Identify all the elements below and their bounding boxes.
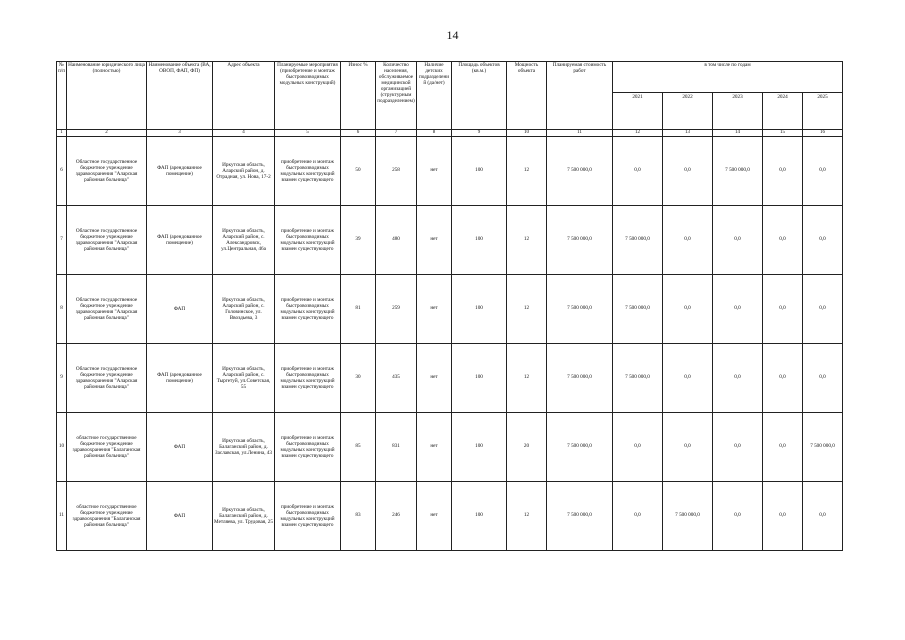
row-year-2025: 7 500 000,0 xyxy=(803,413,843,482)
row-num: 8 xyxy=(57,275,67,344)
row-address: Иркутская область, Балаганский район, д. Метляева, ул. Трудовая, 25 xyxy=(213,482,275,551)
row-children: нет xyxy=(417,137,452,206)
row-year-2022: 0,0 xyxy=(663,413,713,482)
row-cost: 7 500 000,0 xyxy=(547,413,613,482)
column-number: 10 xyxy=(507,130,547,137)
row-year-2024: 0,0 xyxy=(763,413,803,482)
row-cost: 7 500 000,0 xyxy=(547,206,613,275)
row-area: 100 xyxy=(452,344,507,413)
row-children: нет xyxy=(417,413,452,482)
header-address: Адрес объекта xyxy=(213,62,275,130)
header-year-2025: 2025 xyxy=(803,93,843,130)
header-year-2023: 2023 xyxy=(713,93,763,130)
row-object: ФАП (арендованное помещение) xyxy=(147,137,213,206)
row-measures: приобретение и монтаж быстровозводимых модульных конструкций взамен существующего xyxy=(275,137,341,206)
header-object-name: Наименование объекта (ВА, ОВОП, ФАП, ФП) xyxy=(147,62,213,130)
column-number: 5 xyxy=(275,130,341,137)
table-row xyxy=(57,206,843,275)
row-entity: областное государственное бюджетное учреждение здравоохранения "Балаганская районная больница" xyxy=(67,482,147,551)
column-number-row xyxy=(57,130,843,137)
row-population: 831 xyxy=(376,413,417,482)
table-row xyxy=(57,275,843,344)
row-year-2022: 0,0 xyxy=(663,206,713,275)
row-year-2025: 0,0 xyxy=(803,482,843,551)
header-by-years: в том числе по годам xyxy=(613,62,843,93)
row-object: ФАП (арендованное помещение) xyxy=(147,206,213,275)
row-population: 258 xyxy=(376,137,417,206)
row-address: Иркутская область, Аларский район, д. Отрадная, ул. Нова, 17-2 xyxy=(213,137,275,206)
row-measures: приобретение и монтаж быстровозводимых модульных конструкций взамен существующего xyxy=(275,344,341,413)
row-year-2021: 0,0 xyxy=(613,137,663,206)
row-year-2023: 0,0 xyxy=(713,344,763,413)
column-number: 4 xyxy=(213,130,275,137)
row-cost: 7 500 000,0 xyxy=(547,275,613,344)
row-area: 100 xyxy=(452,206,507,275)
column-number: 3 xyxy=(147,130,213,137)
table-row xyxy=(57,413,843,482)
row-year-2022: 7 500 000,0 xyxy=(663,482,713,551)
column-number: 13 xyxy=(663,130,713,137)
row-cost: 7 500 000,0 xyxy=(547,137,613,206)
row-area: 100 xyxy=(452,413,507,482)
header-measures: Планируемые мероприятия (приобретение и монтаж быстровозводимых модульных конструкций) xyxy=(275,62,341,130)
row-measures: приобретение и монтаж быстровозводимых модульных конструкций взамен существующего xyxy=(275,482,341,551)
column-number: 12 xyxy=(613,130,663,137)
column-number: 15 xyxy=(763,130,803,137)
header-children-unit: Наличие детских подразделений (да/нет) xyxy=(417,62,452,130)
column-number: 6 xyxy=(341,130,376,137)
row-children: нет xyxy=(417,206,452,275)
row-year-2021: 7 500 000,0 xyxy=(613,344,663,413)
column-number: 16 xyxy=(803,130,843,137)
row-num: 6 xyxy=(57,137,67,206)
table-row xyxy=(57,137,843,206)
row-year-2022: 0,0 xyxy=(663,344,713,413)
row-entity: областное государственное бюджетное учреждение здравоохранения "Балаганская районная больница" xyxy=(67,413,147,482)
row-num: 10 xyxy=(57,413,67,482)
column-number: 9 xyxy=(452,130,507,137)
row-measures: приобретение и монтаж быстровозводимых модульных конструкций взамен существующего xyxy=(275,206,341,275)
row-year-2023: 0,0 xyxy=(713,413,763,482)
row-population: 259 xyxy=(376,275,417,344)
row-measures: приобретение и монтаж быстровозводимых модульных конструкций взамен существующего xyxy=(275,275,341,344)
header-wear: Износ % xyxy=(341,62,376,130)
row-year-2024: 0,0 xyxy=(763,344,803,413)
row-address: Иркутская область, Балаганский район, д. Заславская, ул.Ленина, 43 xyxy=(213,413,275,482)
row-address: Иркутская область, Аларский район, с. Тыргетуй, ул.Советская, 55 xyxy=(213,344,275,413)
row-entity: Областное государственное бюджетное учреждение здравоохранения "Аларская районная больница" xyxy=(67,344,147,413)
header-year-2021: 2021 xyxy=(613,93,663,130)
row-num: 7 xyxy=(57,206,67,275)
row-year-2025: 0,0 xyxy=(803,137,843,206)
row-capacity: 12 xyxy=(507,344,547,413)
row-capacity: 12 xyxy=(507,482,547,551)
row-capacity: 12 xyxy=(507,275,547,344)
row-object: ФАП xyxy=(147,413,213,482)
row-capacity: 12 xyxy=(507,137,547,206)
row-year-2021: 7 500 000,0 xyxy=(613,206,663,275)
column-number: 11 xyxy=(547,130,613,137)
row-capacity: 20 xyxy=(507,413,547,482)
row-year-2023: 0,0 xyxy=(713,206,763,275)
row-children: нет xyxy=(417,344,452,413)
row-wear: 85 xyxy=(341,413,376,482)
header-num: № п/п xyxy=(57,62,67,130)
row-wear: 83 xyxy=(341,482,376,551)
row-year-2025: 0,0 xyxy=(803,275,843,344)
row-cost: 7 500 000,0 xyxy=(547,344,613,413)
row-year-2025: 0,0 xyxy=(803,344,843,413)
header-legal-entity: Наименование юридического лица (полностью) xyxy=(67,62,147,130)
header-cost: Планируемая стоимость работ xyxy=(547,62,613,130)
row-num: 9 xyxy=(57,344,67,413)
row-year-2024: 0,0 xyxy=(763,206,803,275)
row-area: 100 xyxy=(452,482,507,551)
row-population: 246 xyxy=(376,482,417,551)
row-year-2023: 7 500 000,0 xyxy=(713,137,763,206)
column-number: 8 xyxy=(417,130,452,137)
header-area: Площадь объектов (кв.м.) xyxy=(452,62,507,130)
column-number: 7 xyxy=(376,130,417,137)
row-population: 480 xyxy=(376,206,417,275)
row-wear: 50 xyxy=(341,137,376,206)
row-population: 435 xyxy=(376,344,417,413)
row-year-2021: 0,0 xyxy=(613,482,663,551)
header-year-2022: 2022 xyxy=(663,93,713,130)
table-row xyxy=(57,344,843,413)
row-capacity: 12 xyxy=(507,206,547,275)
row-year-2022: 0,0 xyxy=(663,275,713,344)
table-row xyxy=(57,482,843,551)
row-children: нет xyxy=(417,482,452,551)
row-num: 11 xyxy=(57,482,67,551)
header-population: Количество населения, обслуживаемое медицинской организацией (структурным подразделением) xyxy=(376,62,417,130)
row-year-2023: 0,0 xyxy=(713,275,763,344)
row-year-2024: 0,0 xyxy=(763,482,803,551)
facilities-table xyxy=(56,61,843,551)
row-entity: Областное государственное бюджетное учреждение здравоохранения "Аларская районная больница" xyxy=(67,137,147,206)
row-entity: Областное государственное бюджетное учреждение здравоохранения "Аларская районная больница" xyxy=(67,275,147,344)
column-number: 14 xyxy=(713,130,763,137)
row-address: Иркутская область, Аларский район, с. Головинское, ул. Ввоздьева, 3 xyxy=(213,275,275,344)
row-wear: 39 xyxy=(341,206,376,275)
row-wear: 30 xyxy=(341,344,376,413)
row-object: ФАП (арендованное помещение) xyxy=(147,344,213,413)
row-object: ФАП xyxy=(147,275,213,344)
row-entity: Областное государственное бюджетное учреждение здравоохранения "Аларская районная больница" xyxy=(67,206,147,275)
row-area: 100 xyxy=(452,275,507,344)
row-year-2024: 0,0 xyxy=(763,137,803,206)
row-year-2024: 0,0 xyxy=(763,275,803,344)
row-object: ФАП xyxy=(147,482,213,551)
column-number: 1 xyxy=(57,130,67,137)
row-year-2025: 0,0 xyxy=(803,206,843,275)
header-capacity: Мощность объекта xyxy=(507,62,547,130)
row-measures: приобретение и монтаж быстровозводимых модульных конструкций взамен существующего xyxy=(275,413,341,482)
row-year-2023: 0,0 xyxy=(713,482,763,551)
row-children: нет xyxy=(417,275,452,344)
page-number: 14 xyxy=(446,28,459,42)
header-year-2024: 2024 xyxy=(763,93,803,130)
row-year-2022: 0,0 xyxy=(663,137,713,206)
row-address: Иркутская область, Аларский район, с. Александровск, ул.Центральная, 46а xyxy=(213,206,275,275)
row-year-2021: 0,0 xyxy=(613,413,663,482)
row-year-2021: 7 500 000,0 xyxy=(613,275,663,344)
row-area: 100 xyxy=(452,137,507,206)
row-cost: 7 500 000,0 xyxy=(547,482,613,551)
row-wear: 81 xyxy=(341,275,376,344)
column-number: 2 xyxy=(67,130,147,137)
